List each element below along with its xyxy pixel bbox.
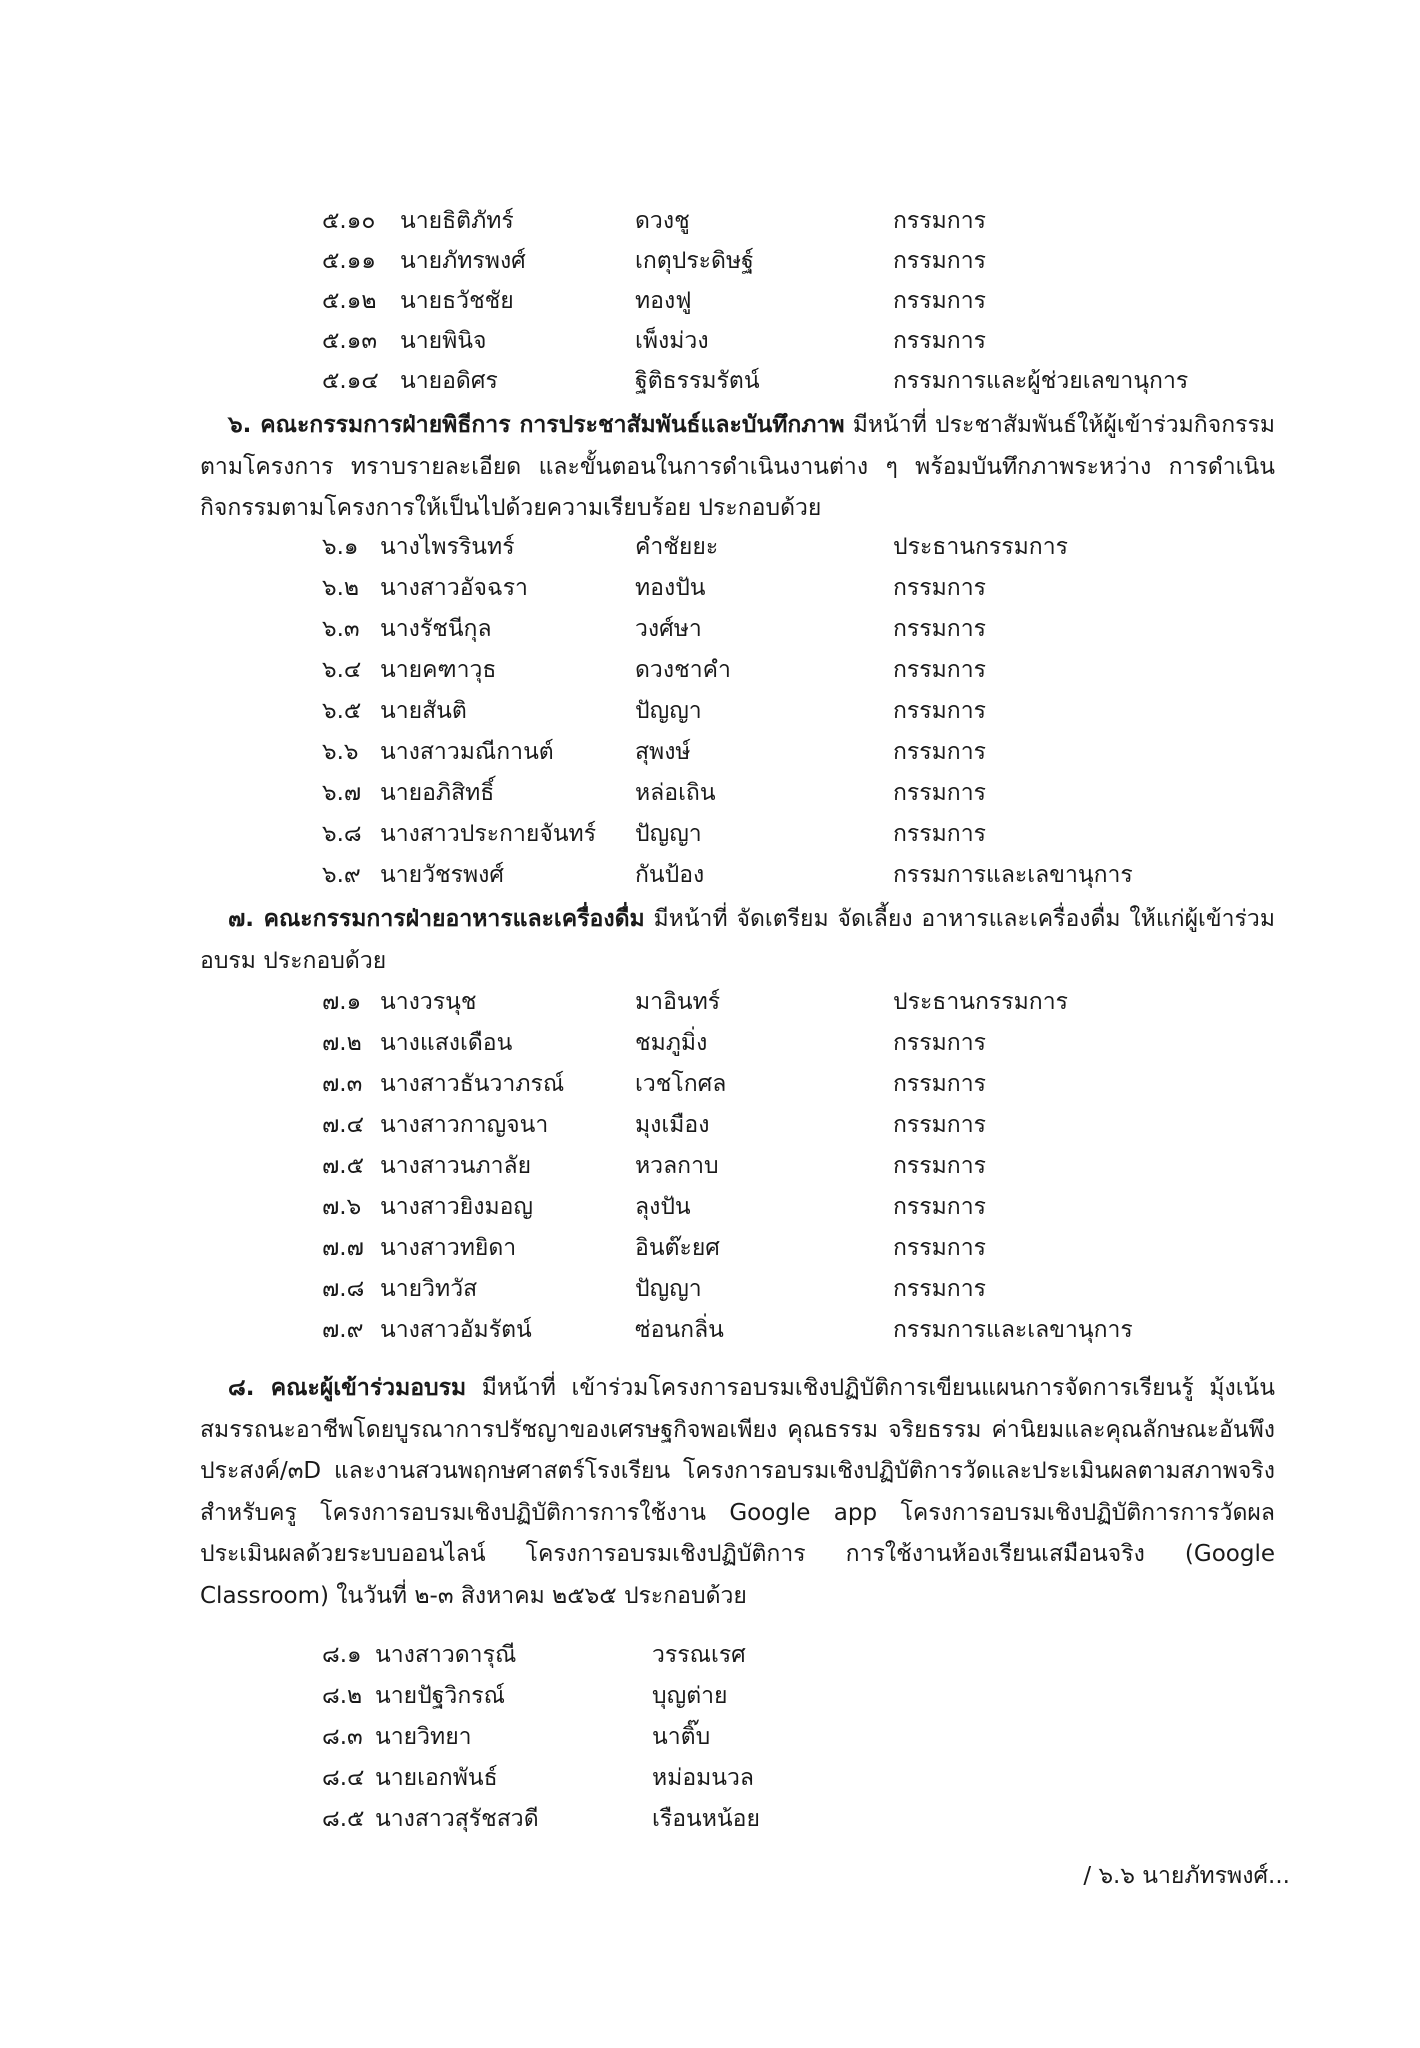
member-name: นายวิทวัส bbox=[380, 1276, 478, 1302]
item-number: ๖.๓ bbox=[322, 616, 360, 642]
member-name: นางสาวมณีกานต์ bbox=[380, 739, 554, 765]
member-surname: สุพงษ์ bbox=[635, 739, 691, 765]
member-name: นางรัชนีกุล bbox=[380, 616, 492, 642]
list-item bbox=[322, 282, 1262, 320]
list-item bbox=[322, 1229, 1262, 1267]
item-number: ๗.๒ bbox=[322, 1030, 362, 1056]
member-name: นายคฑาวุธ bbox=[380, 657, 497, 683]
member-surname: หล่อเถิน bbox=[635, 780, 716, 806]
list-item bbox=[322, 322, 1262, 360]
member-role: กรรมการ bbox=[893, 1194, 986, 1220]
member-name: นางสาวนภาลัย bbox=[380, 1153, 532, 1179]
member-role: กรรมการ bbox=[893, 575, 986, 601]
list-item bbox=[322, 362, 1262, 400]
item-number: ๗.๑ bbox=[322, 989, 362, 1015]
section-6-heading: ๖. คณะกรรมการฝ่ายพิธีการ การประชาสัมพันธ์และบันทึกภาพ bbox=[228, 412, 845, 438]
list-item bbox=[322, 528, 1262, 566]
member-name: นายอภิสิทธิ์ bbox=[380, 780, 495, 806]
item-number: ๘.๒ bbox=[322, 1683, 363, 1709]
item-number: ๕.๑๓ bbox=[322, 328, 378, 354]
member-name: นางสาวทยิดา bbox=[380, 1235, 517, 1261]
item-number: ๘.๓ bbox=[322, 1724, 363, 1750]
member-role: กรรมการและเลขานุการ bbox=[893, 1317, 1133, 1343]
member-role: กรรมการ bbox=[893, 1112, 986, 1138]
list-item bbox=[322, 692, 1262, 730]
list-item bbox=[322, 651, 1262, 689]
member-surname: เพ็งม่วง bbox=[635, 328, 709, 354]
member-name: นางสาวธันวาภรณ์ bbox=[380, 1071, 565, 1097]
member-surname: นาติ๊บ bbox=[652, 1724, 711, 1750]
item-number: ๘.๑ bbox=[322, 1642, 362, 1668]
member-role: กรรมการ bbox=[893, 328, 986, 354]
list-item bbox=[322, 1718, 1262, 1756]
member-role: กรรมการ bbox=[893, 698, 986, 724]
list-item bbox=[322, 1188, 1262, 1226]
member-surname: กันป้อง bbox=[635, 862, 705, 888]
list-item bbox=[322, 1759, 1262, 1797]
member-surname: ปัญญา bbox=[635, 821, 702, 847]
list-item bbox=[322, 1800, 1262, 1838]
list-item bbox=[322, 202, 1262, 240]
list-item bbox=[322, 774, 1262, 812]
list-item bbox=[322, 1147, 1262, 1185]
member-role: กรรมการ bbox=[893, 1030, 986, 1056]
member-surname: ทองปัน bbox=[635, 575, 706, 601]
list-item bbox=[322, 1065, 1262, 1103]
member-surname: ปัญญา bbox=[635, 1276, 702, 1302]
member-surname: ดวงชาคำ bbox=[635, 657, 731, 683]
member-role: กรรมการ bbox=[893, 821, 986, 847]
section-8-paragraph bbox=[200, 1368, 1275, 1617]
list-item bbox=[322, 733, 1262, 771]
member-name: นางวรนุช bbox=[380, 989, 477, 1015]
item-number: ๖.๒ bbox=[322, 575, 360, 601]
list-item bbox=[322, 610, 1262, 648]
item-number: ๖.๑ bbox=[322, 534, 359, 560]
member-name: นายเอกพันธ์ bbox=[375, 1765, 498, 1791]
member-name: นางสาวอัมรัตน์ bbox=[380, 1317, 532, 1343]
member-name: นายวิทยา bbox=[375, 1724, 472, 1750]
member-name: นายภัทรพงศ์ bbox=[400, 248, 526, 274]
section-7-text: มีหน้าที่ จัดเตรียม จัดเลี้ยง อาหารและเครื่องดื่ม ให้แก่ผู้เข้าร่วมอบรม ประกอบด้วย bbox=[200, 906, 1275, 974]
member-surname: ชมภูมิ่ง bbox=[635, 1030, 708, 1056]
member-name: นางไพรรินทร์ bbox=[380, 534, 515, 560]
member-role: ประธานกรรมการ bbox=[893, 534, 1068, 560]
member-role: กรรมการ bbox=[893, 1276, 986, 1302]
member-surname: ลุงปัน bbox=[635, 1194, 691, 1220]
section-7-paragraph bbox=[200, 899, 1275, 982]
item-number: ๕.๑๔ bbox=[322, 368, 379, 394]
item-number: ๗.๘ bbox=[322, 1276, 365, 1302]
item-number: ๗.๖ bbox=[322, 1194, 362, 1220]
member-role: กรรมการ bbox=[893, 657, 986, 683]
member-surname: อินต๊ะยศ bbox=[635, 1235, 720, 1261]
member-name: นางแสงเดือน bbox=[380, 1030, 513, 1056]
member-surname: ปัญญา bbox=[635, 698, 702, 724]
list-item bbox=[322, 1024, 1262, 1062]
page-continuation: / ๖.๖ นายภัทรพงศ์... bbox=[1083, 1863, 1290, 1889]
member-surname: ดวงชู bbox=[635, 208, 690, 234]
item-number: ๗.๙ bbox=[322, 1317, 364, 1343]
item-number: ๗.๓ bbox=[322, 1071, 363, 1097]
member-role: กรรมการ bbox=[893, 739, 986, 765]
member-role: กรรมการ bbox=[893, 248, 986, 274]
member-name: นายสันติ bbox=[380, 698, 467, 724]
item-number: ๕.๑๐ bbox=[322, 208, 376, 234]
member-name: นางสาวดารุณี bbox=[375, 1642, 517, 1668]
item-number: ๘.๔ bbox=[322, 1765, 365, 1791]
item-number: ๕.๑๑ bbox=[322, 248, 376, 274]
list-item bbox=[322, 1677, 1262, 1715]
member-surname: เกตุประดิษฐ์ bbox=[635, 248, 754, 274]
section-7-heading: ๗. คณะกรรมการฝ่ายอาหารและเครื่องดื่ม bbox=[228, 906, 645, 932]
member-surname: คำชัยยะ bbox=[635, 534, 719, 560]
member-surname: ฐิติธรรมรัตน์ bbox=[635, 368, 760, 394]
item-number: ๗.๔ bbox=[322, 1112, 365, 1138]
list-item bbox=[322, 856, 1262, 894]
member-surname: มุงเมือง bbox=[635, 1112, 710, 1138]
member-name: นางสาวประกายจันทร์ bbox=[380, 821, 597, 847]
section-8-text: มีหน้าที่ เข้าร่วมโครงการอบรมเชิงปฏิบัติการเขียนแผนการจัดการเรียนรู้ มุ้งเน้นสมรรถนะอาชีพโดยบูรณาการปรัชญาของเศรษฐกิจพอเพียง คุณธรรม จริยธรรม ค่านิยมและคุณลักษณะอันพึงประสงค์/๓D และงานสวนพฤกษศาสตร์โรงเรียน โครงการอบรมเชิงปฏิบัติการวัดและประเมินผลตามสภาพจริงสำหรับครู โครงการอบรมเชิงปฏิบัติการการใช้งาน Google app โครงการอบรมเชิงปฏิบัติการการวัดผลประเมินผลด้วยระบบออนไลน์ โครงการอบรมเชิงปฏิบัติการ การใช้งานห้องเรียนเสมือนจริง (Google Classroom) ในวันที่ ๒-๓ สิงหาคม ๒๕๖๕ ประกอบด้วย bbox=[200, 1375, 1275, 1609]
member-name: นายพินิจ bbox=[400, 328, 487, 354]
item-number: ๗.๕ bbox=[322, 1153, 365, 1179]
list-item bbox=[322, 983, 1262, 1021]
member-role: กรรมการ bbox=[893, 616, 986, 642]
member-surname: หวลกาบ bbox=[635, 1153, 719, 1179]
item-number: ๖.๕ bbox=[322, 698, 362, 724]
member-surname: เวชโกศล bbox=[635, 1071, 727, 1097]
list-item bbox=[322, 1636, 1262, 1674]
list-item bbox=[322, 569, 1262, 607]
list-item bbox=[322, 1270, 1262, 1308]
member-role: กรรมการ bbox=[893, 1235, 986, 1261]
member-name: นางสาวยิงมอญ bbox=[380, 1194, 534, 1220]
item-number: ๖.๗ bbox=[322, 780, 362, 806]
item-number: ๖.๘ bbox=[322, 821, 362, 847]
item-number: ๖.๖ bbox=[322, 739, 359, 765]
member-name: นางสาวสุรัชสวดี bbox=[375, 1806, 539, 1832]
member-surname: เรือนหน้อย bbox=[652, 1806, 760, 1832]
section-6-text: มีหน้าที่ ประชาสัมพันธ์ให้ผู้เข้าร่วมกิจกรรมตามโครงการ ทราบรายละเอียด และขั้นตอนในการดำเนินงานต่าง ๆ พร้อมบันทึกภาพระหว่าง การดำเนินกิจกรรมตามโครงการให้เป็นไปด้วยความเรียบร้อย ประกอบด้วย bbox=[200, 412, 1275, 521]
section-8-heading: ๘. คณะผู้เข้าร่วมอบรม bbox=[228, 1375, 467, 1401]
member-name: นายปัฐวิกรณ์ bbox=[375, 1683, 505, 1709]
member-surname: หม่อมนวล bbox=[652, 1765, 755, 1791]
member-name: นายวัชรพงศ์ bbox=[380, 862, 504, 888]
member-role: กรรมการ bbox=[893, 288, 986, 314]
member-name: นางสาวอัจฉรา bbox=[380, 575, 528, 601]
item-number: ๖.๔ bbox=[322, 657, 362, 683]
list-item bbox=[322, 1106, 1262, 1144]
item-number: ๘.๕ bbox=[322, 1806, 365, 1832]
list-item bbox=[322, 815, 1262, 853]
member-surname: ซ่อนกลิ่น bbox=[635, 1317, 724, 1343]
item-number: ๖.๙ bbox=[322, 862, 361, 888]
member-role: ประธานกรรมการ bbox=[893, 989, 1068, 1015]
member-role: กรรมการ bbox=[893, 1153, 986, 1179]
member-role: กรรมการ bbox=[893, 208, 986, 234]
member-surname: วรรณเรศ bbox=[652, 1642, 746, 1668]
member-name: นางสาวกาญจนา bbox=[380, 1112, 549, 1138]
list-item bbox=[322, 1311, 1262, 1349]
member-surname: วงศ์ษา bbox=[635, 616, 702, 642]
list-item bbox=[322, 242, 1262, 280]
member-name: นายธิติภัทร์ bbox=[400, 208, 514, 234]
member-surname: ทองฟู bbox=[635, 288, 692, 314]
member-surname: บุญต่าย bbox=[652, 1683, 728, 1709]
member-name: นายอดิศร bbox=[400, 368, 498, 394]
member-role: กรรมการและผู้ช่วยเลขานุการ bbox=[893, 368, 1189, 394]
member-surname: มาอินทร์ bbox=[635, 989, 721, 1015]
section-6-paragraph bbox=[200, 405, 1275, 530]
member-role: กรรมการ bbox=[893, 780, 986, 806]
item-number: ๗.๗ bbox=[322, 1235, 364, 1261]
item-number: ๕.๑๒ bbox=[322, 288, 377, 314]
member-role: กรรมการและเลขานุการ bbox=[893, 862, 1133, 888]
member-name: นายธวัชชัย bbox=[400, 288, 514, 314]
member-role: กรรมการ bbox=[893, 1071, 986, 1097]
